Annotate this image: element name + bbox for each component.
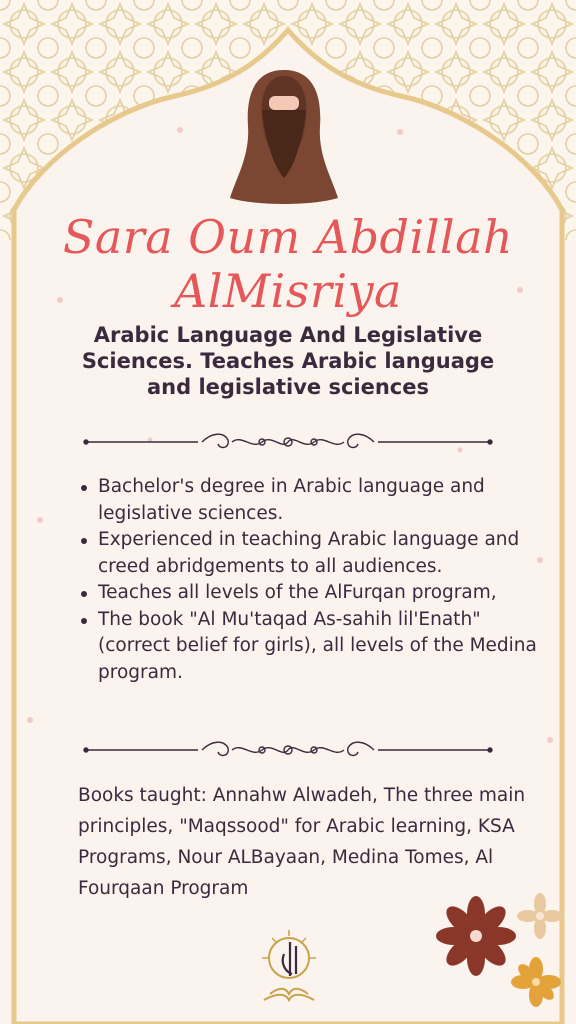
books-taught: Books taught: Annahw Alwadeh, The three main principles, "Maqssood" for Arabic learning, KSA Programs, Nour ALBayaan, Medina Tomes, Al Fourqaan Program: [78, 785, 526, 899]
academy-logo-icon: [250, 924, 328, 1010]
ornament-divider-icon: [80, 736, 496, 764]
qualifications-list: [78, 474, 538, 686]
hijab-avatar-icon: [226, 66, 342, 206]
teacher-name-line2: AlMisriya: [174, 264, 402, 318]
list-item: Experienced in teaching Arabic language and creed abridgements to all audiences.: [78, 527, 538, 580]
list-item: Teaches all levels of the AlFurqan program,: [78, 580, 538, 607]
list-item: Bachelor's degree in Arabic language and legislative sciences.: [78, 474, 538, 527]
list-item: The book "Al Mu'taqad As-sahih lil'Enath" (correct belief for girls), all levels of the Medina program.: [78, 607, 538, 687]
teacher-subtitle: Arabic Language And Legislative Sciences. Teaches Arabic language and legislative sciences: [81, 323, 495, 399]
ornament-divider-icon: [80, 428, 496, 456]
teacher-name: [0, 210, 576, 318]
flower-cluster-icon: [432, 890, 576, 1024]
teacher-name-line1: Sara Oum Abdillah: [62, 210, 514, 264]
